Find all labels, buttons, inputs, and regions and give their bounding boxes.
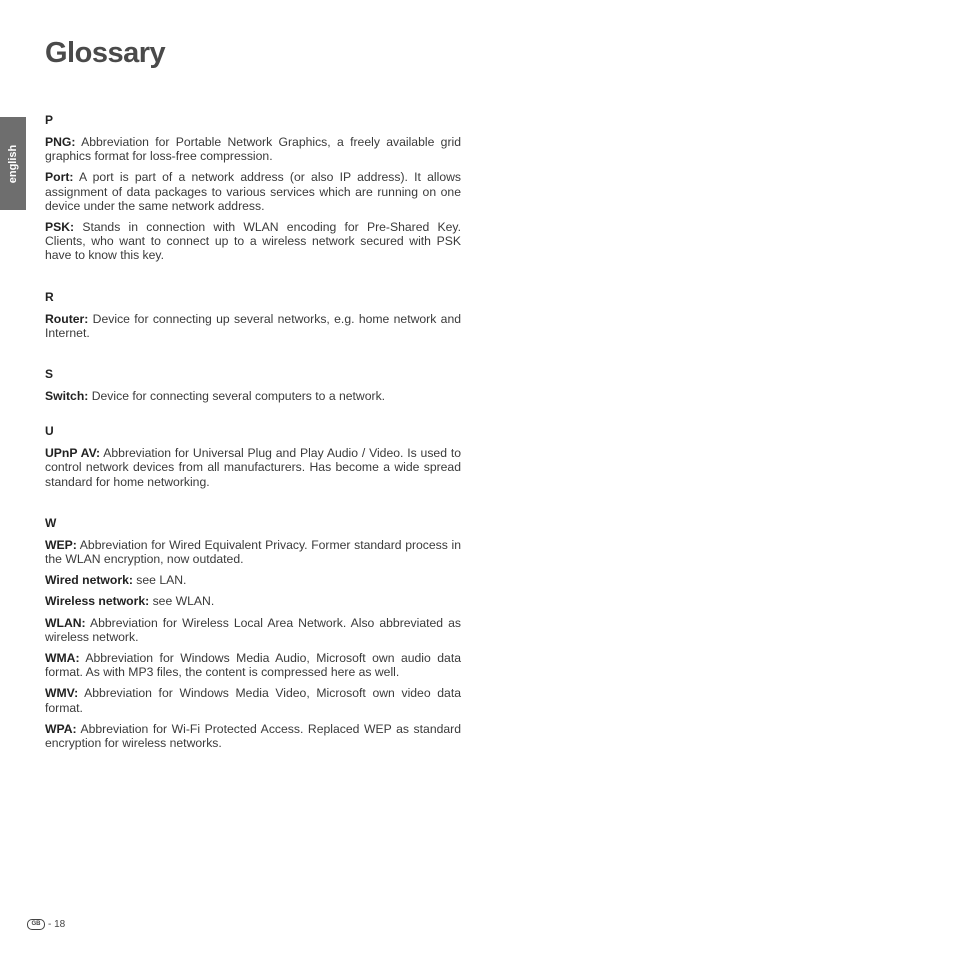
- section-letter: U: [45, 424, 54, 439]
- glossary-entry-psk: [45, 220, 461, 263]
- language-tab: [0, 117, 26, 210]
- glossary-definition: Abbreviation for Wired Equivalent Privacy. Former standard process in the WLAN encryption, now outdated.: [45, 537, 461, 567]
- glossary-definition: Abbreviation for Windows Media Audio, Microsoft own audio data format. As with MP3 files, the content is compressed here as well.: [45, 651, 461, 680]
- glossary-definition: see WLAN.: [149, 594, 215, 609]
- glossary-entry-router: [45, 312, 461, 340]
- glossary-term: Wired network:: [45, 573, 133, 588]
- glossary-definition: Device for connecting several computers to a network.: [88, 389, 386, 404]
- section-w: [45, 516, 461, 750]
- glossary-term: WEP:: [45, 537, 77, 552]
- glossary-definition: Abbreviation for Windows Media Video, Microsoft own video data format.: [45, 686, 461, 715]
- glossary-definition: A port is part of a network address (or also IP address). It allows assignment of data packages to various services which are running on one device under the same network address.: [45, 170, 461, 213]
- glossary-term: Router:: [45, 311, 89, 326]
- glossary-term: WMA:: [45, 651, 80, 666]
- glossary-definition: Abbreviation for Wireless Local Area Network. Also abbreviated as wireless network.: [45, 615, 461, 644]
- glossary-entry-wlan: [45, 616, 461, 644]
- glossary-term: PSK:: [45, 220, 75, 235]
- section-letter: W: [45, 515, 57, 530]
- section-letter: R: [45, 289, 54, 304]
- glossary-entry-switch: [45, 389, 461, 403]
- glossary-definition: Stands in connection with WLAN encoding for Pre-Shared Key. Clients, who want to connect up to a wireless network secured with PSK have to know this key.: [45, 220, 461, 263]
- glossary-entry-upnp-av: [45, 446, 461, 489]
- glossary-term: Port:: [45, 170, 74, 185]
- glossary-entry-port: [45, 170, 461, 213]
- page-footer: [27, 919, 65, 930]
- section-letter: S: [45, 367, 54, 382]
- section-s: [45, 367, 461, 403]
- page-number: - 18: [48, 919, 66, 930]
- section-r: [45, 290, 461, 340]
- glossary-entry-wpa: [45, 722, 461, 750]
- glossary-term: PNG:: [45, 135, 76, 149]
- glossary-definition: Abbreviation for Portable Network Graphics, a freely available grid graphics format for loss-free compression.: [45, 135, 461, 164]
- glossary-term: UPnP AV:: [45, 446, 101, 461]
- glossary-term: Wireless network:: [45, 594, 150, 609]
- glossary-entry-png: [45, 135, 461, 163]
- glossary-entry-wired-network: [45, 573, 461, 587]
- glossary-entry-wmv: [45, 686, 461, 714]
- glossary-definition: Abbreviation for Wi-Fi Protected Access. Replaced WEP as standard encryption for wireless networks.: [45, 721, 461, 751]
- country-badge-icon: GB: [27, 919, 45, 930]
- page-title: Glossary: [45, 37, 166, 69]
- section-u: [45, 424, 461, 489]
- glossary-term: Switch:: [45, 389, 89, 404]
- glossary-definition: Abbreviation for Universal Plug and Play Audio / Video. Is used to control network devices from all manufacturers. Has become a wide spread standard for home networking.: [45, 446, 461, 489]
- glossary-term: WPA:: [45, 721, 77, 736]
- section-p: [45, 113, 461, 263]
- glossary-entry-wireless-network: [45, 594, 461, 608]
- glossary-content: [45, 113, 461, 757]
- section-letter: P: [45, 113, 54, 127]
- glossary-term: WMV:: [45, 686, 79, 701]
- glossary-definition: see LAN.: [132, 573, 187, 588]
- glossary-entry-wma: [45, 651, 461, 679]
- glossary-term: WLAN:: [45, 615, 86, 630]
- language-tab-label: english: [7, 144, 19, 183]
- glossary-entry-wep: [45, 538, 461, 566]
- glossary-definition: Device for connecting up several networks, e.g. home network and Internet.: [45, 311, 461, 340]
